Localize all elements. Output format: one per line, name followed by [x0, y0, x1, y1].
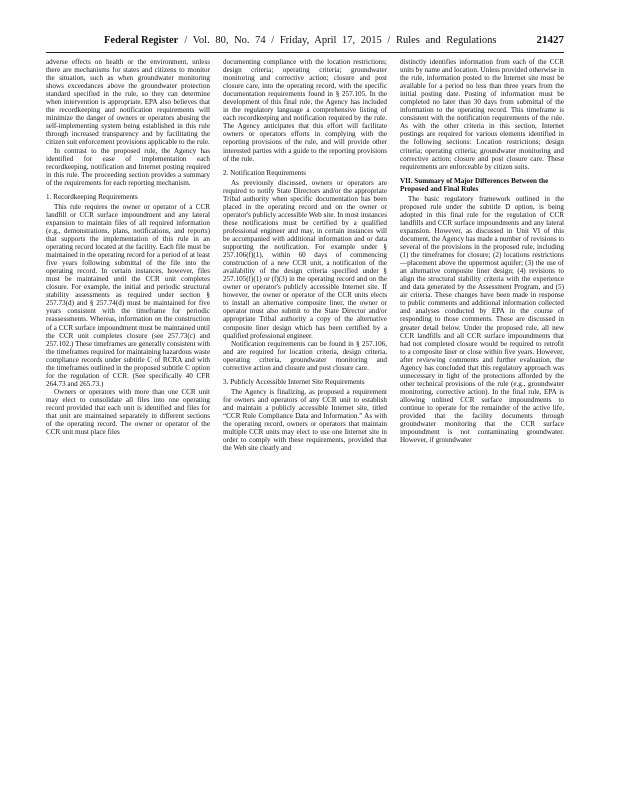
running-header	[46, 34, 564, 50]
paragraph: The basic regulatory framework outlined in the proposed rule under the subtitle D option, is being adopted in this final rule for the regulation of CCR landfills and CCR surface impoundments and any lateral expansion. However, as discussed in Unit VI of this document, the Agency has made a number of revisions to several of the provisions in the proposed rule, including (1) the timeframes for closure; (2) locations restrictions—placement above the uppermost aquifer; (3) the use of an alternative composite liner design; (4) revisions to align the structural stability criteria with the experience and data generated by the Assessment Program, and (5) air criteria. These changes have been made in response to public comments and additional information collected and analyses conducted by EPA in the course of responding to those comments. These are discussed in greater detail below. Under the proposed rule, all new CCR landfills and all CCR surface impoundments that had not completed closure would be required to retrofit to a composite liner or close within five years. However, after reviewing comments and further evaluation, the Agency has concluded that this regulatory approach was unnecessary in light of the protections afforded by the other technical provisions of the rule (e.g., groundwater monitoring, corrective action). In the final rule, EPA is allowing unlined CCR surface impoundments to continue to operate for the remainder of the active life, provided that the facility documents through groundwater monitoring that the CCR surface impoundment is not contaminating groundwater. However, if groundwater	[400, 194, 564, 445]
journal-title: Federal Register	[104, 35, 179, 46]
paragraph: As previously discussed, owners or operators are required to notify State Directors and/or the appropriate Tribal authority when specific documentation has been placed in the operating record and on the owner or operator's publicly accessible Web site. In most instances these notifications must be certified by a qualified professional engineer and may, in certain instances will be accompanied with additional information and or data supporting the notification. For example under § 257.106(f)(1), within 60 days of commencing construction of a new CCR unit, a notification of the availability of the design criteria specified under § 257.105(f)(1) or (f)(3) in the operating record and on the owner or operator's publicly accessible Internet site. If however, the owner or operator of the CCR units elects to install an alternative composite liner, the owner or operator must also submit to the State Director and/or appropriate Tribal authority a copy of the alternative composite liner design which has been certified by a qualified professional engineer.	[223, 178, 387, 340]
column-right	[400, 58, 564, 778]
page-number: 21427	[536, 34, 564, 46]
paragraph: adverse effects on health or the environment, unless there are mechanisms for states and citizens to monitor the situation, such as when groundwater monitoring shows exceedances above the groundwater protection standard specified in the rule, so they can determine when intervention is appropriate. EPA also believes that the recordkeeping and notification requirements will minimize the danger of owners or operators abusing the self-implementing system being established in this rule through increased transparency and by facilitating the citizen suit enforcement provisions applicable to the rule.	[46, 58, 210, 147]
paragraph: Notification requirements can be found in § 257.106, and are required for location criteria, design criteria, operating criteria, groundwater monitoring and corrective action and closure and post closure care.	[223, 339, 387, 372]
column-middle	[223, 58, 387, 778]
paragraph: distinctly identifies information from each of the CCR units by name and location. Unless provided otherwise in the rule, information posted to the Internet site must be available for a period no less than three years from the initial posting date. Posting of information must be completed no later than 30 days from submittal of the information to the operating record. This timeframe is consistent with the notification requirements of the rule. As with the other criteria in this section, Internet postings are required for various elements identified in the following sections: Location restrictions; design criteria; operating criteria; groundwater monitoring and corrective action; closure and post closure care. These requirements are enforceable by citizen suits.	[400, 58, 564, 171]
subheading-internet-site: 3. Publicly Accessible Internet Site Requirements	[223, 377, 365, 386]
subheading-notification: 2. Notification Requirements	[223, 168, 307, 177]
paragraph: This rule requires the owner or operator of a CCR landfill or CCR surface impoundment and any lateral expansion to maintain files of all required information (e.g., demonstrations, plans, notifications, and reports) that supports the implementation of this rule in an operating record located at the facility. Each file must be maintained in the operating record for a period of at least five years following submittal of the file into the operating record. In certain instances, however, files must be maintained until the CCR unit completes closure. For example, the initial and periodic structural stability assessments as required under section § 257.73(d) and § 257.74(d) must be maintained for five years consistent with the timeframe for periodic reassessments. Whereas, information on the construction of a CCR surface impoundment must be maintained until the CCR unit completes closure (see 257.73(c) and 257.102.) These timeframes are generally consistent with the timeframes required for maintaining hazardous waste compliance records under subtitle C of RCRA and with the timeframes outlined in the proposed subtitle C option for the regulation of CCR. (See specifically 40 CFR 264.73 and 265.73.)	[46, 202, 210, 388]
paragraph: Owners or operators with more than one CCR unit may elect to consolidate all files into one operating record provided that each unit is identified and files for that unit are maintained separately in different sections of the operating record. The owner or operator of the CCR unit must place files	[46, 387, 210, 437]
paragraph: documenting compliance with the location restrictions; design criteria; operating criteria; groundwater monitoring and corrective action; closure and post closure care, into the operating record, with the specific documentation requirements found in § 257.105. In the development of this final rule, the Agency has included in the regulatory language a comprehensive listing of each recordkeeping and notification required by the rule. The Agency anticipates that this effort will facilitate owners or operators efforts in complying with the reporting provisions of the rule, and will provide other interested parties with a guide to the reporting provisions of the rule.	[223, 58, 387, 163]
subheading-recordkeeping: 1. Recordkeeping Requirements	[46, 192, 138, 201]
header-rule	[46, 52, 564, 53]
issue-info: / Vol. 80, No. 74 / Friday, April 17, 2015 / Rules and Regulations	[184, 35, 497, 46]
section-heading-summary: VII. Summary of Major Differences Between the Proposed and Final Rules	[400, 176, 549, 193]
paragraph: The Agency is finalizing, as proposed a requirement for owners and operators of any CCR unit to establish and maintain a publicly accessible Internet site, titled “CCR Rule Compliance Data and Information.” As with the operating record, owners or operators that maintain multiple CCR units may elect to use one Internet site in order to comply with these requirements, provided that the Web site clearly and	[223, 387, 387, 453]
column-left	[46, 58, 210, 778]
paragraph: In contrast to the proposed rule, the Agency has identified for ease of implementation each recordkeeping, notification and Internet posting required in this rule. The proceeding section provides a summary of the requirements for each reporting mechanism.	[46, 146, 210, 187]
